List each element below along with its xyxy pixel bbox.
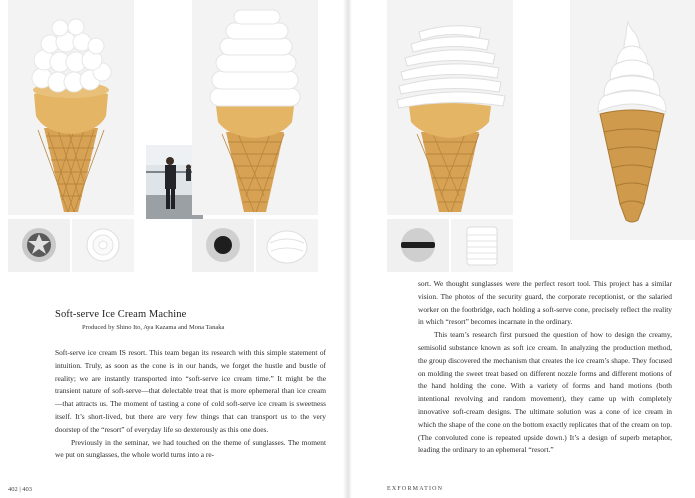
left-body-text <box>55 347 326 462</box>
photo-flat-slit-nozzle <box>387 219 449 272</box>
article-title: Soft-serve Ice Cream Machine <box>55 309 187 320</box>
page-numbers: 402 | 403 <box>8 486 33 493</box>
photo-star-cream-sample <box>72 219 134 272</box>
photo-ribbon-cream-sample <box>451 219 513 272</box>
article-credits: Produced by Shino Ito, Aya Kazama and Mona Tanaka <box>82 324 225 331</box>
paragraph: This team’s research first pursued the question of how to design the creamy, semisolid substance known as soft ice cream. In analyzing the production method, the group discovered the mechanism that creates the ice cream’s shape. They focused on molding the sweet treat based on different nozzle forms and different motions of the hand holding the cone. With a variety of forms and hand motions (both intentional revolving and random movement), they came up with completely innovative soft-cream designs. The ultimate solution was a cone of ice cream in which the shape of the cone on the bottom exactly replicates that of the cream on top. (The convoluted cone is repeated upside down.) It’s a design of superb metaphor, leading the ordinary to an ephemeral “resort.” <box>418 330 672 455</box>
right-body-text <box>418 278 672 457</box>
paragraph: sort. We thought sunglasses were the perfect resort tool. This project has a similar vision. The photos of the security guard, the corporate receptionist, or the salaried worker on the footbridge, each holding a soft-serve cone, precisely reflect the reality in which “resort” becomes incarnate in the ordinary. <box>418 279 672 327</box>
photo-convoluted-cone <box>570 0 695 240</box>
paragraph: Soft-serve ice cream IS resort. This team began its research with this simple statement of intuition. Truly, as soon as the cone is in our hands, we forget the hustle and bustle of reality; we are instantly transported into “soft-serve ice cream time.” It might be the transient nature of soft-serve—that delectable treat that is more ephemeral than ice cream—that attracts us. The moment of tasting a cone of cold soft-serve ice cream is sweetness itself. It’s short-lived, but there are very few things that can transport us to the very doorstep of the “resort” of everyday life so dexterously as this one does. <box>55 348 326 434</box>
photo-rope-cream-sample <box>256 219 318 272</box>
paragraph: Previously in the seminar, we had touched on the theme of sunglasses. The moment we put on sunglasses, the whole world turns into a re- <box>55 437 326 460</box>
book-gutter <box>343 0 352 498</box>
photo-ribbon-cream-cone <box>387 0 513 215</box>
running-head: EXFORMATION <box>387 486 444 492</box>
photo-tufted-cream-cone <box>8 0 134 215</box>
photo-rope-coil-cream-cone <box>192 0 318 215</box>
photo-round-nozzle <box>192 219 254 272</box>
photo-star-nozzle <box>8 219 70 272</box>
